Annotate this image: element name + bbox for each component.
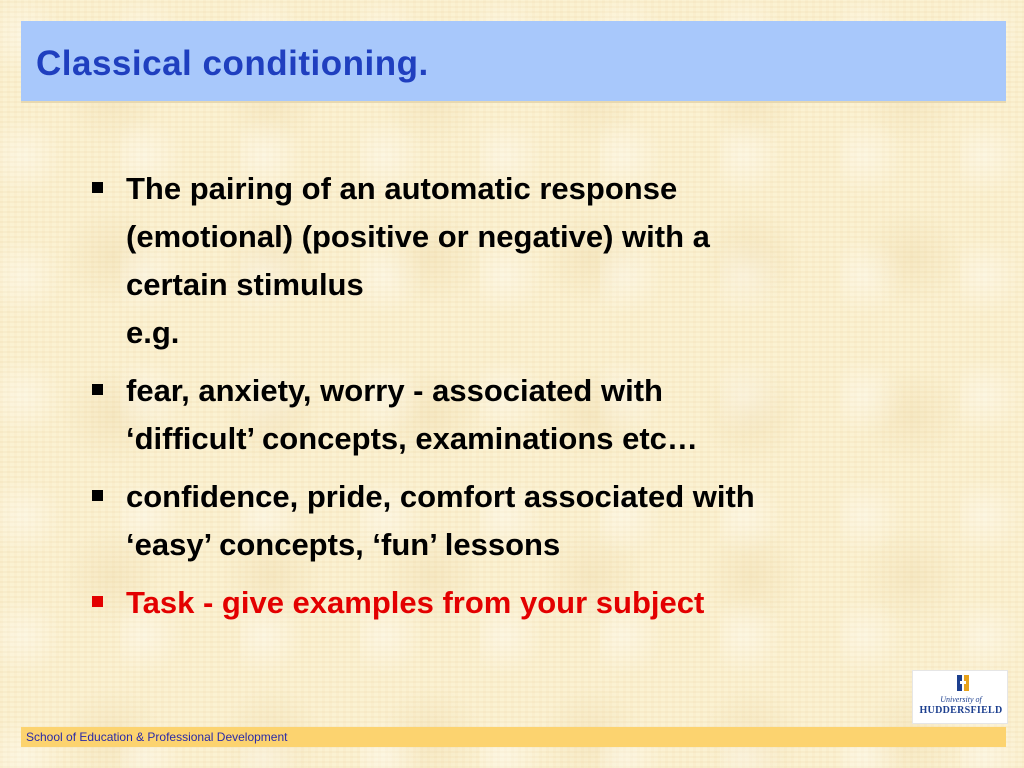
footer-text: School of Education & Professional Development	[26, 730, 288, 744]
footer-bar	[21, 727, 1006, 747]
bullet-item-negative	[90, 367, 970, 463]
bullet-line: e.g.	[126, 315, 180, 350]
square-bullet-icon	[92, 596, 103, 607]
bullet-item-positive	[90, 473, 970, 569]
logo-text-huddersfield: HUDDERSFIELD	[919, 705, 1003, 716]
logo-text-university-of: University of	[940, 695, 982, 704]
bullet-line: ‘easy’ concepts, ‘fun’ lessons	[126, 527, 561, 562]
bullet-line: The pairing of an automatic response	[126, 171, 678, 206]
university-crest-icon	[957, 675, 969, 691]
bullet-line: Task - give examples from your subject	[126, 585, 705, 620]
bullet-list	[90, 165, 970, 637]
square-bullet-icon	[92, 182, 103, 193]
bullet-item-task	[90, 579, 970, 627]
university-logo	[912, 670, 1008, 724]
slide-title: Classical conditioning.	[36, 44, 429, 83]
square-bullet-icon	[92, 490, 103, 501]
bullet-item-definition	[90, 165, 970, 357]
title-bar	[21, 21, 1006, 103]
bullet-line: (emotional) (positive or negative) with a	[126, 219, 710, 254]
bullet-line: fear, anxiety, worry - associated with	[126, 373, 663, 408]
bullet-line: ‘difficult’ concepts, examinations etc…	[126, 421, 698, 456]
square-bullet-icon	[92, 384, 103, 395]
bullet-line: certain stimulus	[126, 267, 364, 302]
bullet-line: confidence, pride, comfort associated with	[126, 479, 755, 514]
